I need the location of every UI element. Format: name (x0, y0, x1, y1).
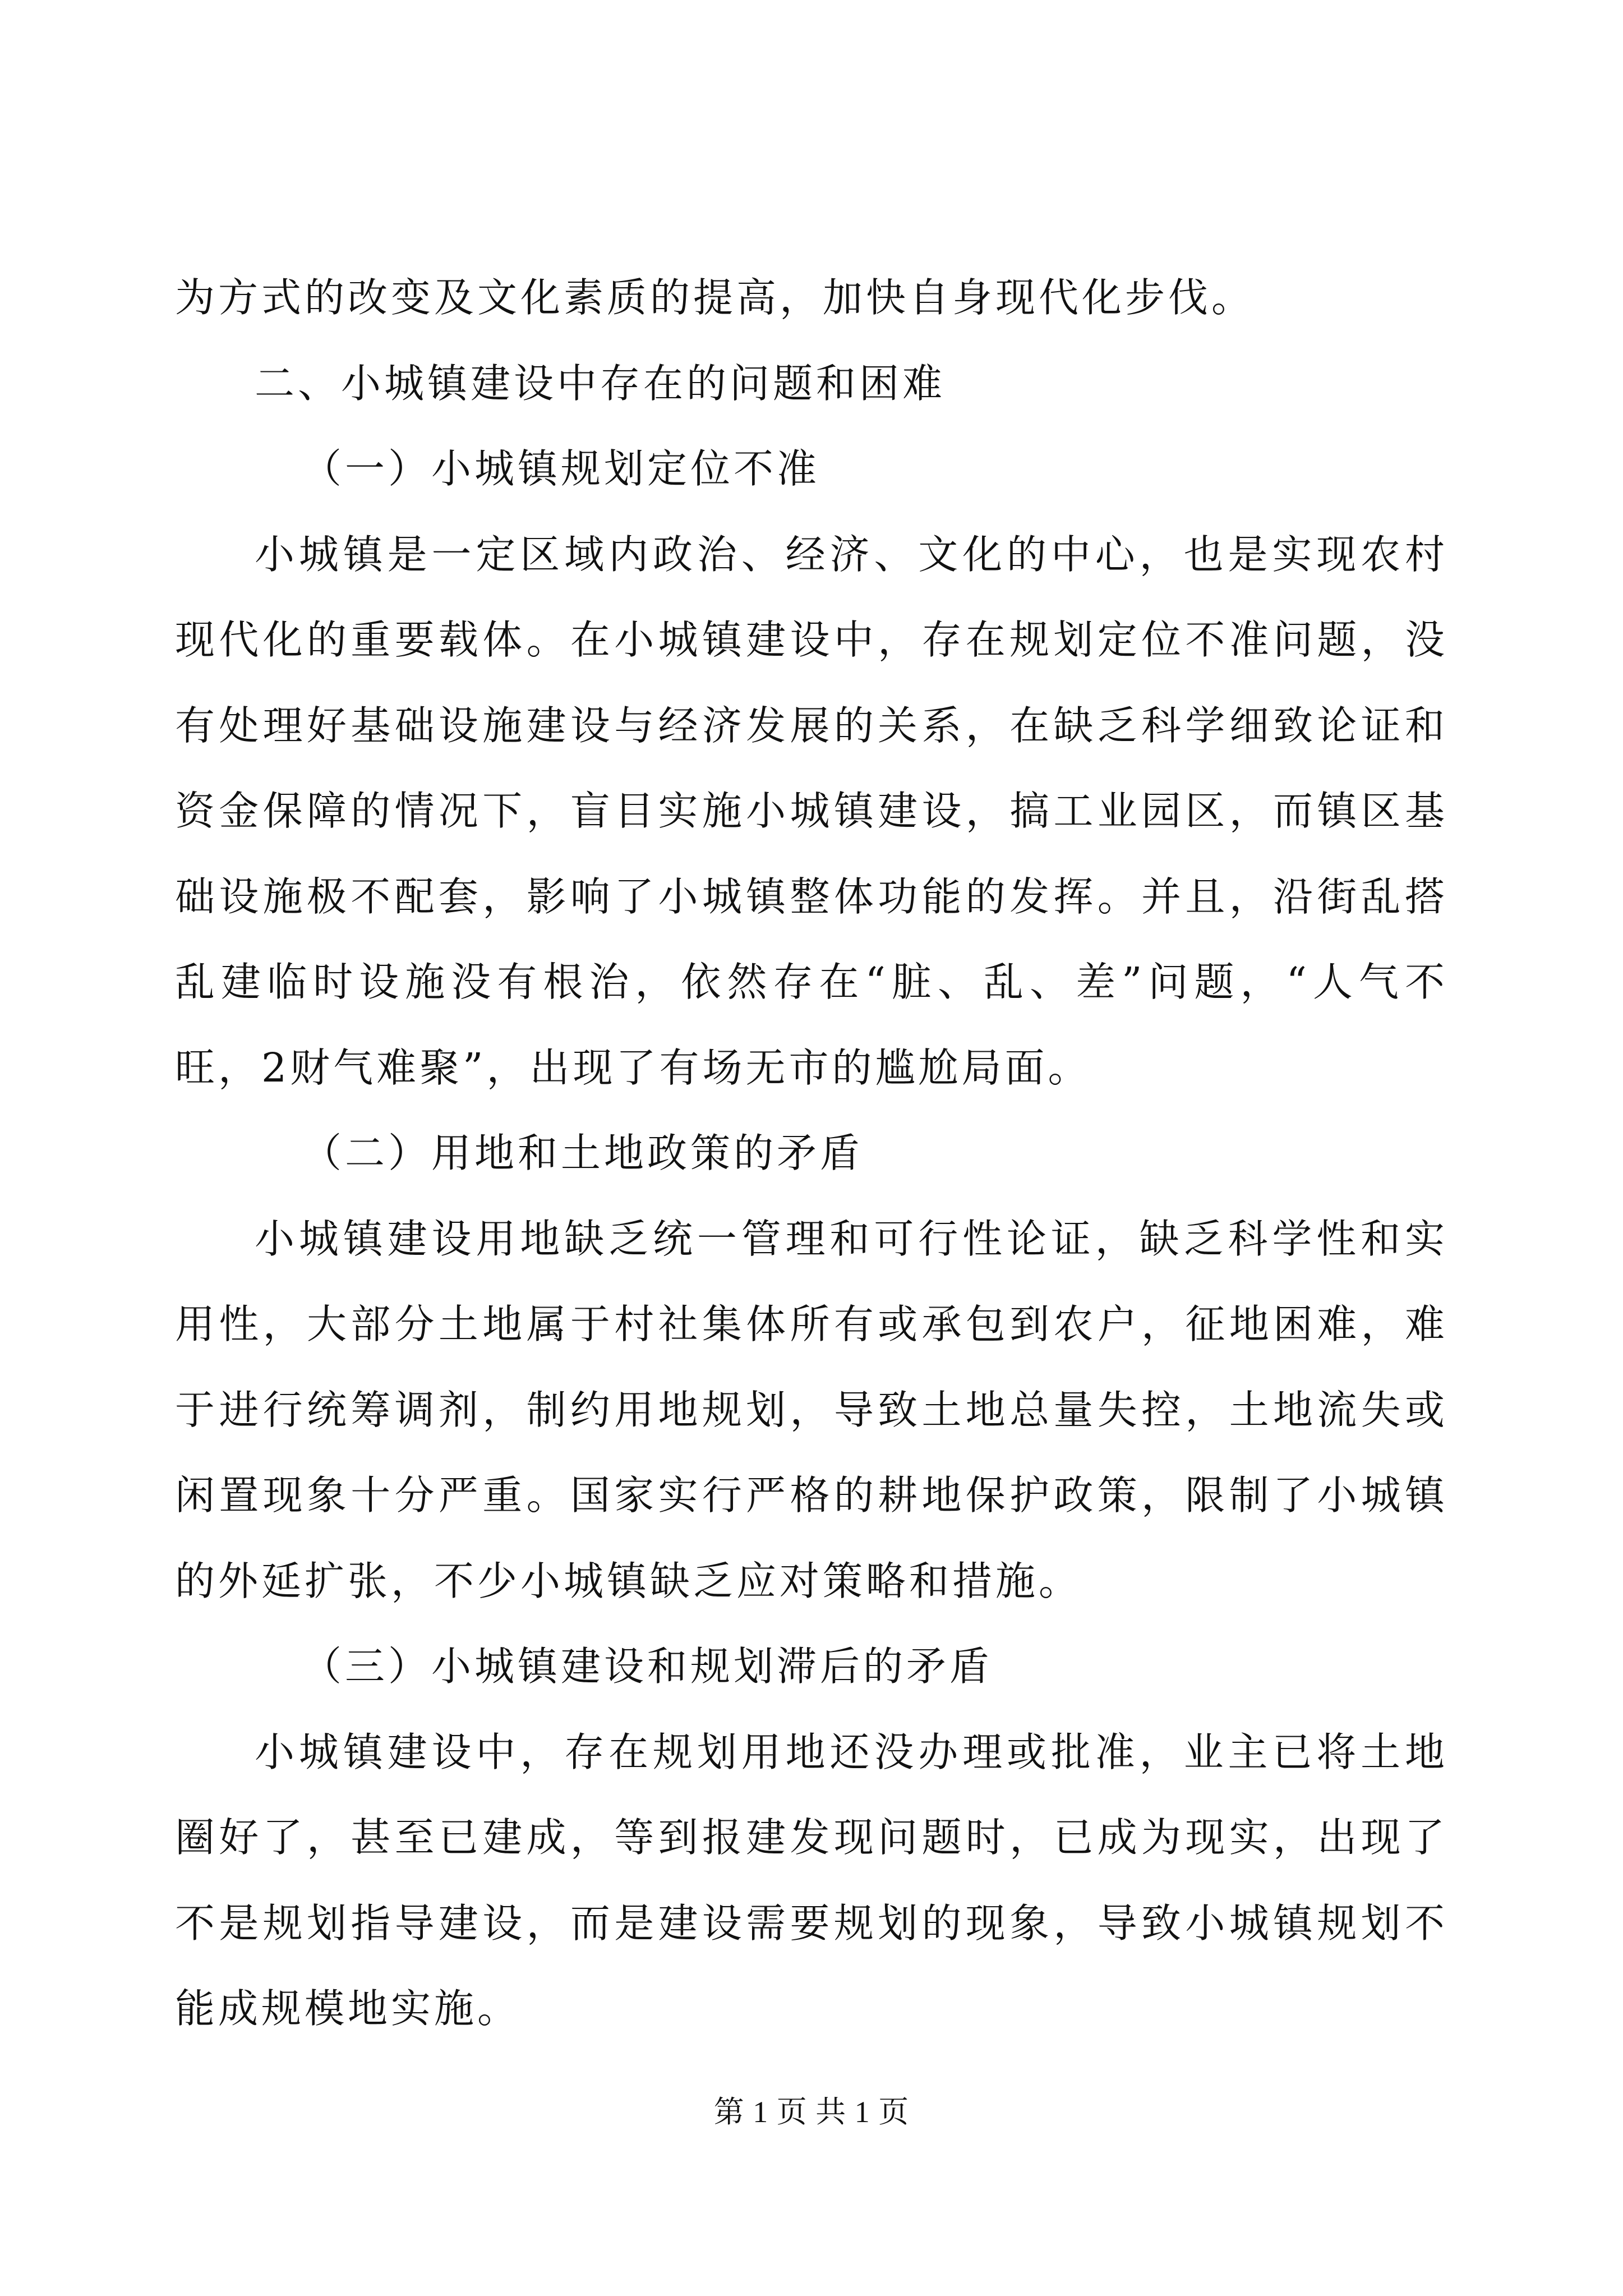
paragraph-body-2: 小城镇建设用地缺乏统一管理和可行性论证，缺乏科学性和实用性，大部分土地属于村社集体所有或承包到农户，征地困难，难于进行统筹调剂，制约用地规划，导致土地总量失控，土地流失或闲置现象十分严重。国家实行严格的耕地保护政策，限制了小城镇的外延扩张，不少小城镇缺乏应对策略和措施。 (175, 1215, 1448, 1604)
subsection-heading-2: （二）用地和土地政策的矛盾 (302, 1130, 864, 1176)
subsection-heading-3: （三）小城镇建设和规划滞后的矛盾 (302, 1643, 993, 1690)
paragraph-body-1: 小城镇是一定区域内政治、经济、文化的中心，也是实现农村现代化的重要载体。在小城镇建设中，存在规划定位不准问题，没有处理好基础设施建设与经济发展的关系，在缺乏科学细致论证和资金保障的情况下，盲目实施小城镇建设，搞工业园区，而镇区基础设施极不配套，影响了小城镇整体功能的发挥。并且，沿街乱搭乱建临时设施没有根治，依然存在“脏、乱、差”问题，“人气不旺，2财气难聚”，出现了有场无市的尴尬局面。 (175, 531, 1448, 1091)
paragraph-body-3: 小城镇建设中，存在规划用地还没办理或批准，业主已将土地圈好了，甚至已建成，等到报建发现问题时，已成为现实，出现了不是规划指导建设，而是建设需要规划的现象，导致小城镇规划不能成规模地实施。 (175, 1728, 1448, 2032)
subsection-heading-1: （一）小城镇规划定位不准 (302, 445, 820, 492)
page-number-label: 第 1 页 共 1 页 (713, 2095, 910, 2129)
document-body (175, 255, 1448, 2052)
paragraph-continuation: 为方式的改变及文化素质的提高，加快自身现代化步伐。 (175, 274, 1255, 321)
page-footer (0, 2092, 1623, 2132)
section-heading: 二、小城镇建设中存在的问题和困难 (255, 360, 946, 407)
